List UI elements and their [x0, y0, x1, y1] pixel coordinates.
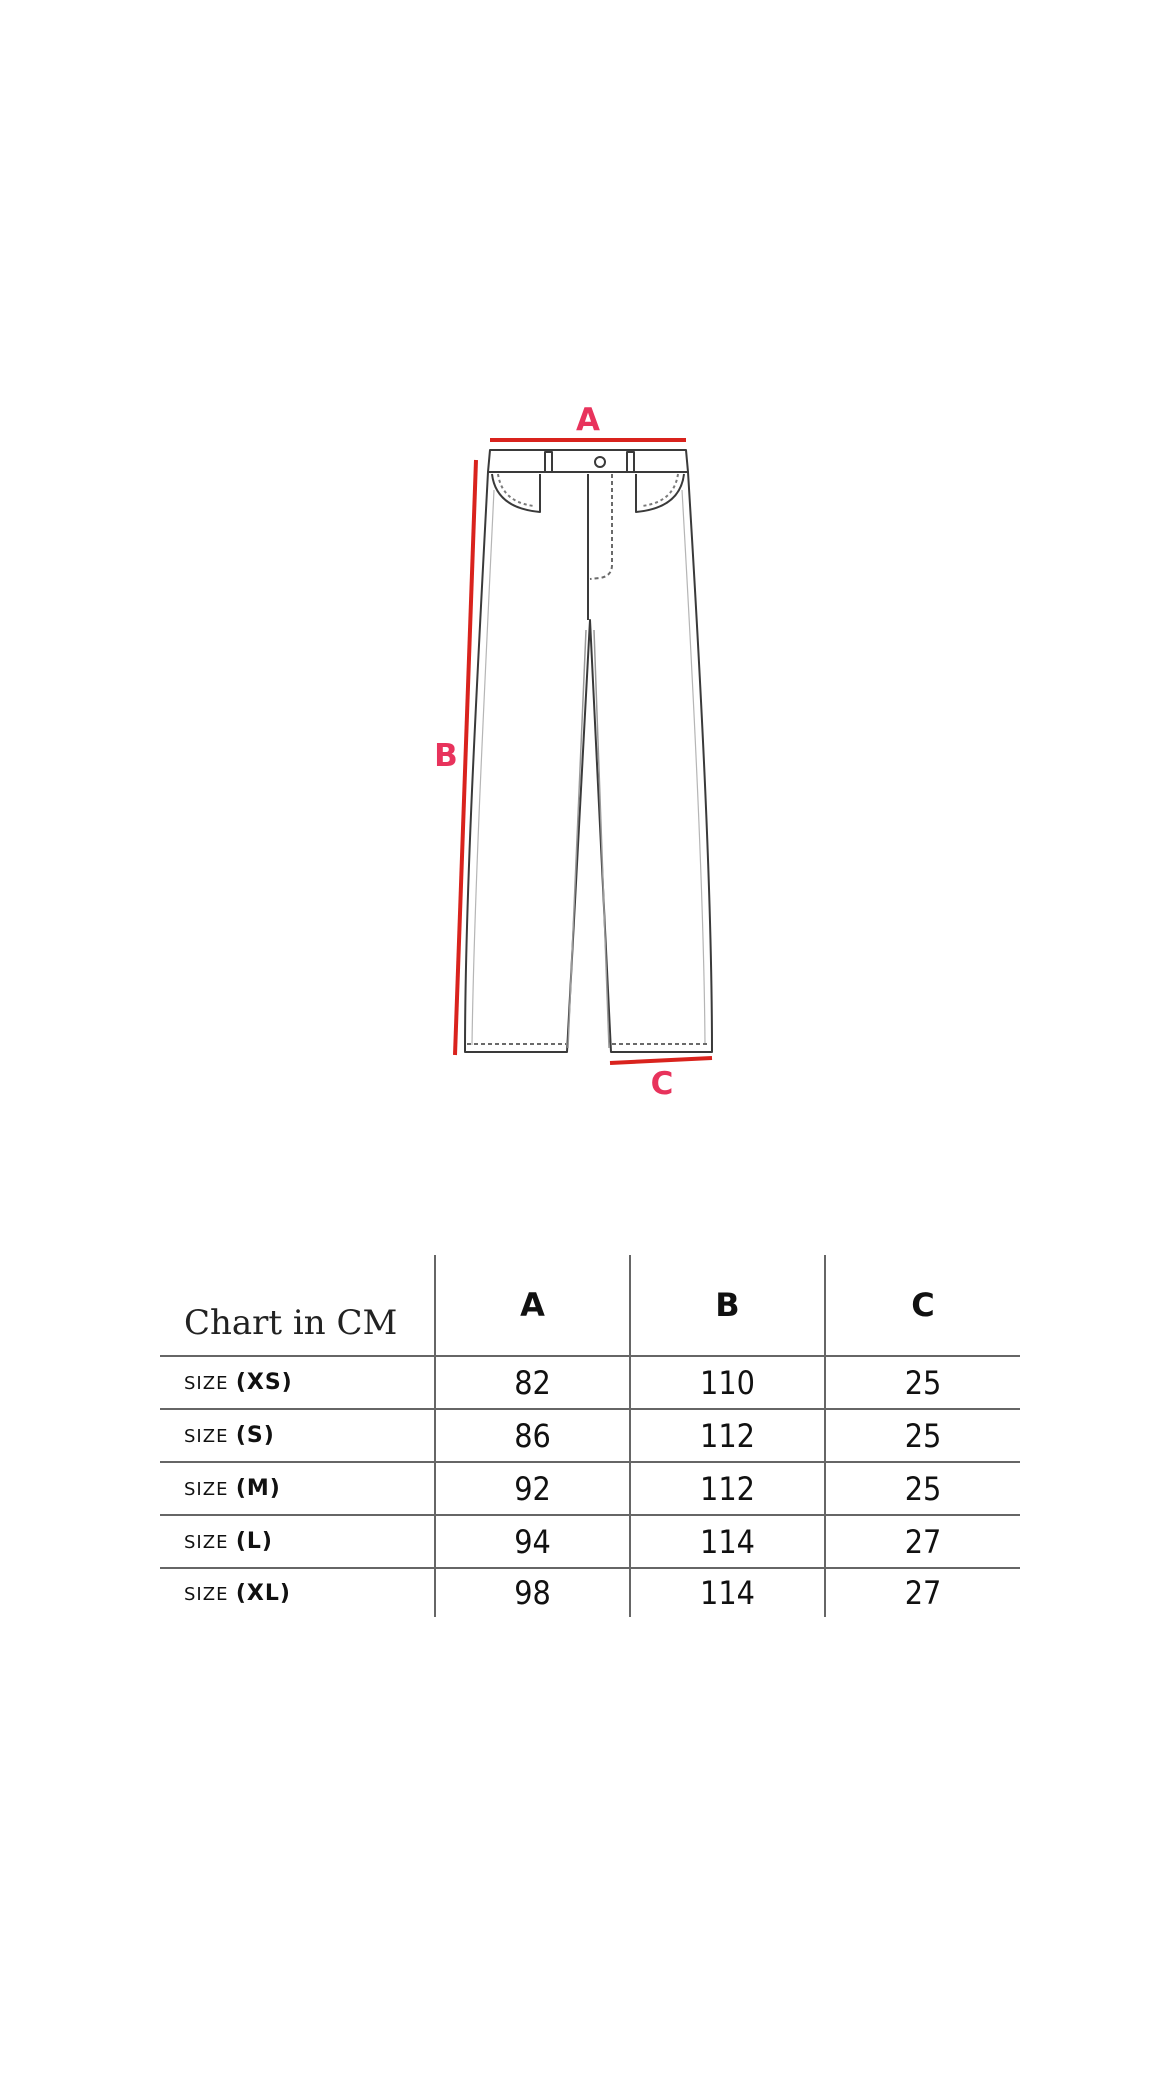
measure-line-c: [610, 1058, 712, 1063]
size-chart-table: [160, 1255, 1020, 1617]
size-label: [160, 1409, 435, 1462]
value-b: 114: [630, 1568, 825, 1617]
value-b: 110: [630, 1356, 825, 1409]
table-header-row: [160, 1255, 1020, 1356]
value-a: 94: [435, 1515, 630, 1568]
value-b: 112: [630, 1462, 825, 1515]
size-label: [160, 1568, 435, 1617]
table-row: [160, 1356, 1020, 1409]
value-a: 82: [435, 1356, 630, 1409]
chart-title: Chart in CM: [160, 1255, 435, 1356]
value-a: 92: [435, 1462, 630, 1515]
value-c: 25: [825, 1462, 1020, 1515]
column-header-c: C: [825, 1255, 1020, 1356]
size-word: SIZE: [184, 1479, 229, 1500]
size-code: (XL): [235, 1580, 291, 1606]
label-c: C: [650, 1066, 674, 1102]
table-row: [160, 1409, 1020, 1462]
value-b: 114: [630, 1515, 825, 1568]
size-label: [160, 1356, 435, 1409]
column-header-a: A: [435, 1255, 630, 1356]
size-label: [160, 1515, 435, 1568]
size-code: (M): [235, 1476, 281, 1501]
value-c: 27: [825, 1568, 1020, 1617]
table-row: [160, 1568, 1020, 1617]
size-label: [160, 1462, 435, 1515]
label-a: A: [576, 402, 600, 438]
size-code: (L): [235, 1529, 273, 1554]
column-header-b: B: [630, 1255, 825, 1356]
value-c: 25: [825, 1409, 1020, 1462]
value-b: 112: [630, 1409, 825, 1462]
size-code: (S): [235, 1423, 275, 1448]
value-a: 98: [435, 1568, 630, 1617]
size-word: SIZE: [184, 1583, 229, 1605]
table-row: [160, 1462, 1020, 1515]
size-word: SIZE: [184, 1426, 229, 1447]
value-c: 27: [825, 1515, 1020, 1568]
label-b: B: [434, 738, 458, 774]
size-code: (XS): [235, 1370, 293, 1395]
value-c: 25: [825, 1356, 1020, 1409]
size-word: SIZE: [184, 1532, 229, 1553]
size-word: SIZE: [184, 1373, 229, 1394]
value-a: 86: [435, 1409, 630, 1462]
pants-illustration: [465, 450, 712, 1052]
table-row: [160, 1515, 1020, 1568]
